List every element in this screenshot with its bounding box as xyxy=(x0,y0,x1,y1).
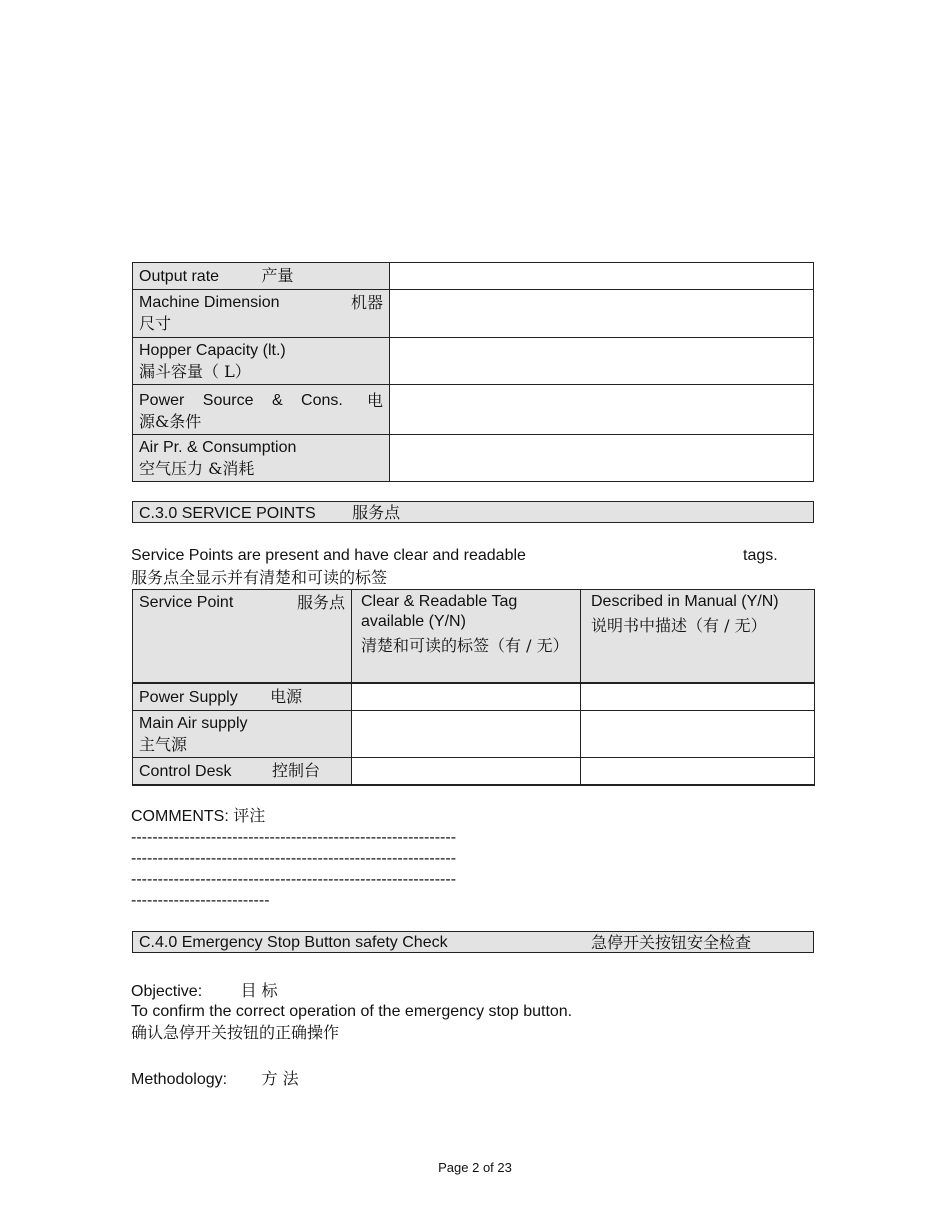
spec-label-power-source xyxy=(133,385,390,435)
cell-main-air-manual[interactable] xyxy=(581,710,815,757)
cell-power-supply-manual[interactable] xyxy=(581,683,815,711)
label-cn-cont: 源&条件 xyxy=(139,412,202,431)
cell-main-air-tag[interactable] xyxy=(352,710,581,757)
spec-value-air-pressure[interactable] xyxy=(390,435,814,482)
objective-label-cn: 目 标 xyxy=(240,981,278,1000)
objective-label-en: Objective: xyxy=(131,983,203,1000)
row-label-cn: 电源 xyxy=(270,686,303,706)
label-cn-cont: 尺寸 xyxy=(139,314,172,333)
spec-label-machine-dimension xyxy=(133,290,390,338)
intro-text-end: tags. xyxy=(743,547,778,564)
row-label-cn: 控制台 xyxy=(271,760,320,780)
label-en: Air Pr. & Consumption xyxy=(139,439,297,456)
row-label-cn: 主气源 xyxy=(139,734,188,754)
section-title-cn: 急停开关按钮安全检查 xyxy=(591,933,752,952)
label-en: Hopper Capacity (lt.) xyxy=(139,342,286,359)
comments-label xyxy=(131,805,265,827)
header-en: Described in Manual (Y/N) xyxy=(591,593,779,610)
comment-line: -------------------------- xyxy=(131,892,270,909)
comment-line: ------------------------------------------------------------- xyxy=(131,871,457,888)
page-number: Page 2 of 23 xyxy=(438,1160,512,1175)
objective-text: To confirm the correct operation of the emergency stop button. xyxy=(131,1003,573,1020)
header-described-manual xyxy=(581,590,815,683)
comments-label-cn: 评注 xyxy=(233,806,266,825)
section-title-en: C.3.0 SERVICE POINTS xyxy=(139,505,316,522)
section-c4-heading xyxy=(132,931,814,953)
row-label-en: Control Desk xyxy=(139,762,232,780)
header-cn: 服务点 xyxy=(296,593,345,612)
label-cn: 产量 xyxy=(261,266,294,285)
cell-control-desk-manual[interactable] xyxy=(581,757,815,785)
section-title-en: C.4.0 Emergency Stop Button safety Check xyxy=(139,934,448,951)
methodology-label-cn: 方 法 xyxy=(261,1069,299,1088)
header-service-point xyxy=(133,590,352,683)
objective-text-cn: 确认急停开关按钮的正确操作 xyxy=(131,1023,340,1042)
section-c3-heading xyxy=(132,501,814,523)
row-label-en: Main Air supply xyxy=(139,714,248,732)
cell-control-desk-tag[interactable] xyxy=(352,757,581,785)
label-en: Machine Dimension xyxy=(139,294,280,311)
row-power-supply xyxy=(133,683,352,711)
intro-text-cn: 服务点全显示并有清楚和可读的标签 xyxy=(131,568,388,587)
label-cn: 电 xyxy=(366,391,383,410)
spec-label-air-pressure xyxy=(133,435,390,482)
service-points-table xyxy=(132,589,815,786)
methodology-label xyxy=(131,1068,299,1090)
spec-value-machine-dimension[interactable] xyxy=(390,290,814,338)
comment-line: ------------------------------------------------------------- xyxy=(131,850,457,867)
row-main-air-supply xyxy=(133,710,352,757)
header-readable-tag xyxy=(352,590,581,683)
row-label-en: Power Supply xyxy=(139,688,238,706)
spec-table xyxy=(132,262,814,482)
spec-value-power-source[interactable] xyxy=(390,385,814,435)
comment-line: ------------------------------------------------------------- xyxy=(131,829,457,846)
header-cn: 说明书中描述（有 / 无） xyxy=(591,616,767,635)
objective-label xyxy=(131,980,278,1002)
header-en: Service Point xyxy=(139,594,234,611)
label-cn: 空气压力 &消耗 xyxy=(139,459,255,478)
methodology-label-en: Methodology: xyxy=(131,1071,228,1088)
spec-value-hopper-capacity[interactable] xyxy=(390,338,814,385)
section-title-cn: 服务点 xyxy=(352,503,401,522)
row-control-desk xyxy=(133,757,352,785)
spec-label-output-rate xyxy=(133,263,390,290)
spec-label-hopper-capacity xyxy=(133,338,390,385)
comments-label-en: COMMENTS: xyxy=(131,808,229,825)
label-cn: 漏斗容量（ L） xyxy=(139,362,251,381)
label-en: Output rate xyxy=(139,268,220,285)
header-cn: 清楚和可读的标签（有 / 无） xyxy=(361,636,569,655)
cell-power-supply-tag[interactable] xyxy=(352,683,581,711)
spec-value-output-rate[interactable] xyxy=(390,263,814,290)
label-en: Power Source & Cons. xyxy=(139,392,343,409)
intro-text: Service Points are present and have clear and readable xyxy=(131,547,526,564)
label-cn: 机器 xyxy=(350,293,383,312)
header-en: Clear & Readable Tag available (Y/N) xyxy=(361,593,518,630)
